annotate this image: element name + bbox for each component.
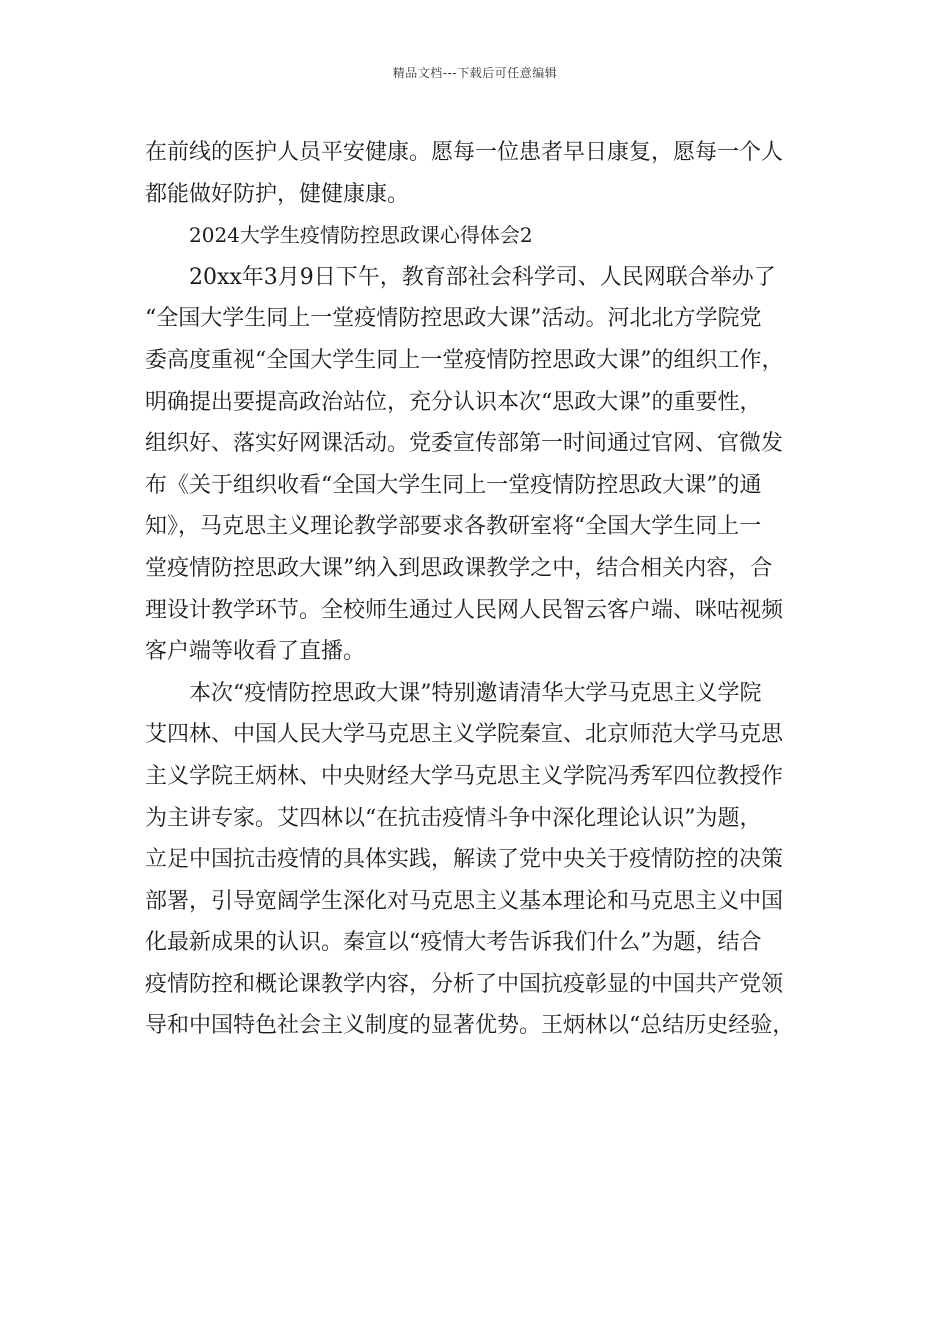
body-line: 布《关于组织收看“全国大学生同上一堂疫情防控思政大课”的通 (145, 472, 762, 498)
page-header: 精品文档---下载后可任意编辑 (392, 66, 558, 80)
body-line: 导和中国特色社会主义制度的显著优势。王炳林以“总结历史经验， (145, 1013, 795, 1039)
body-line: 为主讲专家。艾四林以“在抗击疫情斗争中深化理论认识”为题， (145, 805, 762, 831)
body-line: 在前线的医护人员平安健康。愿每一位患者早日康复，愿每一个人 (145, 140, 784, 165)
body-line: 部署，引导宽阔学生深化对马克思主义基本理论和马克思主义中国 (145, 888, 784, 914)
body-line: 知》，马克思主义理论教学部要求各教研室将“全国大学生同上一 (145, 514, 762, 540)
body-line: 化最新成果的认识。秦宣以“疫情大考告诉我们什么”为题，结合 (145, 930, 762, 956)
body-line: “全国大学生同上一堂疫情防控思政大课”活动。河北北方学院党 (145, 306, 762, 332)
body-line: 艾四林、中国人民大学马克思主义学院秦宣、北京师范大学马克思 (145, 722, 784, 748)
section-title: 2024大学生疫情防控思政课心得体会2 (189, 223, 533, 248)
body-line: 委高度重视“全国大学生同上一堂疫情防控思政大课”的组织工作， (145, 347, 784, 373)
body-line: 都能做好防护，健健康康。 (145, 181, 410, 207)
body-line: 客户端等收看了直播。 (145, 639, 366, 665)
body-line: 疫情防控和概论课教学内容，分析了中国抗疫彰显的中国共产党领 (145, 971, 784, 997)
body-line: 明确提出要提高政治站位，充分认识本次“思政大课”的重要性， (145, 389, 762, 415)
document-body (145, 132, 835, 1047)
paragraph-first-line: 20xx年3月9日下午，教育部社会科学司、人民网联合举办了 (189, 264, 776, 290)
body-line: 理设计教学环节。全校师生通过人民网人民智云客户端、咪咕视频 (145, 597, 784, 623)
body-line: 组织好、落实好网课活动。党委宣传部第一时间通过官网、官微发 (145, 431, 784, 457)
body-line: 主义学院王炳林、中央财经大学马克思主义学院冯秀军四位教授作 (145, 763, 784, 789)
body-line: 立足中国抗击疫情的具体实践，解读了党中央关于疫情防控的决策 (145, 847, 784, 873)
body-line: 堂疫情防控思政大课”纳入到思政课教学之中，结合相关内容，合 (145, 555, 773, 581)
paragraph-first-line: 本次“疫情防控思政大课”特别邀请清华大学马克思主义学院 (189, 680, 762, 706)
